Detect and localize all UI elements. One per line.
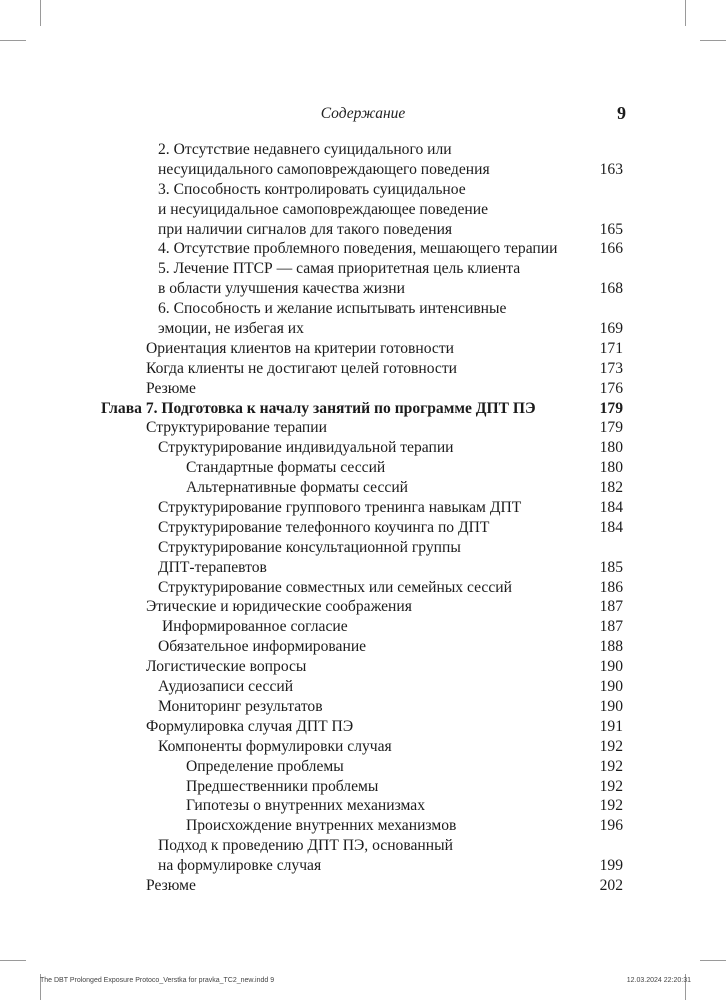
toc-entry-title: Структурирование группового тренинга навыкам ДПТ (158, 499, 522, 517)
toc-entry-page: 171 (599, 339, 623, 357)
toc-entry-page: 180 (599, 459, 623, 477)
toc-entry-title: 5. Лечение ПТСР — самая приоритетная цель клиента (158, 260, 521, 278)
toc-entry-title: на формулировке случая (158, 857, 322, 875)
toc-entry-page: 176 (599, 379, 623, 397)
toc-entry (0, 458, 726, 478)
toc-entry (0, 757, 726, 777)
toc-entry-page: 165 (599, 220, 623, 238)
toc-entry-title: Предшественники проблемы (186, 777, 379, 795)
toc-entry (0, 359, 726, 379)
toc-entry-page: 199 (599, 857, 623, 875)
footer-timestamp: 12.03.2024 22:20:31 (626, 977, 691, 984)
toc-entry-title: несуицидального самоповреждающего поведения (158, 160, 490, 178)
toc-entry (0, 319, 726, 339)
toc-entry-title: Обязательное информирование (158, 638, 367, 656)
toc-entry (0, 617, 726, 637)
toc-entry-page: 186 (599, 578, 623, 596)
toc-entry (0, 200, 726, 220)
toc-entry-page: 192 (599, 777, 623, 795)
toc-entry (0, 657, 726, 677)
toc-entry-page: 188 (599, 638, 623, 656)
toc-entry-title: ДПТ-терапевтов (158, 558, 267, 576)
toc-entry-title: Структурирование индивидуальной терапии (158, 439, 454, 457)
toc-entry (0, 856, 726, 876)
toc-entry (0, 220, 726, 240)
toc-entry (0, 399, 726, 419)
toc-entry-page: 168 (599, 280, 623, 298)
toc-entry-page: 190 (599, 678, 623, 696)
toc-entry (0, 299, 726, 319)
toc-entry-title: Структурирование телефонного коучинга по ДПТ (158, 518, 490, 536)
toc-entry-page: 190 (599, 658, 623, 676)
toc-entry-page: 202 (599, 876, 623, 894)
toc-entry-title: Информированное согласие (162, 618, 348, 636)
toc-entry-page: 192 (599, 757, 623, 775)
toc-entry (0, 816, 726, 836)
toc-entry (0, 558, 726, 578)
toc-entry-title: Происхождение внутренних механизмов (186, 817, 457, 835)
toc-entry-title: и несуицидальное самоповреждающее поведение (158, 200, 489, 218)
toc-entry-title: Когда клиенты не достигают целей готовности (146, 359, 457, 377)
toc-entry-page: 179 (599, 419, 623, 437)
toc-entry-page: 185 (599, 558, 623, 576)
toc-entry-title: Логистические вопросы (146, 658, 307, 676)
toc-entry-title: Структурирование терапии (146, 419, 327, 437)
crop-mark (40, 0, 41, 26)
running-header-title: Содержание (320, 105, 406, 122)
toc-entry-page: 192 (599, 737, 623, 755)
toc-entry-page: 163 (599, 160, 623, 178)
toc-entry (0, 637, 726, 657)
toc-entry (0, 737, 726, 757)
toc-entry (0, 478, 726, 498)
toc-entry (0, 239, 726, 259)
toc-entry-title: 4. Отсутствие проблемного поведения, мешающего терапии (158, 240, 558, 258)
toc-entry (0, 498, 726, 518)
toc-entry-page: 187 (599, 598, 623, 616)
toc-entry-title: Компоненты формулировки случая (158, 737, 392, 755)
toc-entry-title: в области улучшения качества жизни (158, 280, 405, 298)
toc-entry-page: 192 (599, 797, 623, 815)
toc-entry (0, 418, 726, 438)
toc-entry-title: Формулировка случая ДПТ ПЭ (146, 717, 354, 735)
toc-entry-page: 173 (599, 359, 623, 377)
toc-entry-page: 169 (599, 320, 623, 338)
toc-entry-title: Структурирование совместных или семейных сессий (158, 578, 512, 596)
toc-entry-page: 184 (599, 518, 623, 536)
toc-entry-title: Глава 7. Подготовка к началу занятий по программе ДПТ ПЭ (101, 399, 536, 417)
toc-entry-title: Альтернативные форматы сессий (186, 479, 409, 497)
toc-entry-page: 166 (599, 240, 623, 258)
toc-entry-title: Резюме (146, 379, 196, 397)
toc-entry (0, 518, 726, 538)
toc-entry-title: Стандартные форматы сессий (186, 459, 386, 477)
toc-entry (0, 677, 726, 697)
toc-entry (0, 180, 726, 200)
toc-entry-title: Аудиозаписи сессий (158, 678, 294, 696)
crop-mark (0, 960, 26, 961)
toc-entry-page: 179 (599, 399, 623, 417)
toc-entry-title: Мониторинг результатов (158, 697, 323, 715)
toc-entry (0, 259, 726, 279)
toc-entry-page: 180 (599, 439, 623, 457)
toc-entry-title: Резюме (146, 876, 196, 894)
toc-entry (0, 379, 726, 399)
toc-entry-page: 187 (599, 618, 623, 636)
toc-entry (0, 796, 726, 816)
toc-entry-title: Подход к проведению ДПТ ПЭ, основанный (158, 837, 453, 855)
print-footer (0, 977, 726, 989)
toc-entry-title: Этические и юридические соображения (146, 598, 412, 616)
toc-entry-title: при наличии сигналов для такого поведения (158, 220, 453, 238)
toc-entry-page: 190 (599, 697, 623, 715)
toc-entry (0, 160, 726, 180)
toc-entry-title: Гипотезы о внутренних механизмах (186, 797, 426, 815)
toc-entry (0, 140, 726, 160)
crop-mark (0, 40, 26, 41)
toc-entry-title: Определение проблемы (186, 757, 344, 775)
page-number: 9 (617, 103, 626, 123)
crop-mark (685, 0, 686, 26)
toc-entry (0, 578, 726, 598)
toc-entry-title: 6. Способность и желание испытывать интенсивные (158, 300, 507, 318)
toc-entry-title: Ориентация клиентов на критерии готовности (146, 339, 454, 357)
toc-entry-title: 3. Способность контролировать суицидальное (158, 180, 466, 198)
toc-entry-page: 196 (599, 817, 623, 835)
toc-entry (0, 777, 726, 797)
toc-entry (0, 597, 726, 617)
toc-entry (0, 836, 726, 856)
crop-mark (700, 960, 726, 961)
toc-entry (0, 438, 726, 458)
toc-entry (0, 876, 726, 896)
toc-entry (0, 538, 726, 558)
toc-entry-page: 182 (599, 479, 623, 497)
toc-entry-page: 191 (599, 717, 623, 735)
toc-entry (0, 339, 726, 359)
toc-entry (0, 717, 726, 737)
footer-file-name: The DBT Prolonged Exposure Protoco_Verstka for pravka_TC2_new.indd 9 (40, 977, 275, 984)
toc-entry (0, 279, 726, 299)
table-of-contents (0, 140, 726, 896)
toc-entry (0, 697, 726, 717)
toc-entry-title: Структурирование консультационной группы (158, 538, 461, 556)
crop-mark (700, 40, 726, 41)
toc-entry-title: эмоции, не избегая их (158, 320, 304, 338)
toc-entry-page: 184 (599, 499, 623, 517)
toc-entry-title: 2. Отсутствие недавнего суицидального или (158, 141, 452, 158)
